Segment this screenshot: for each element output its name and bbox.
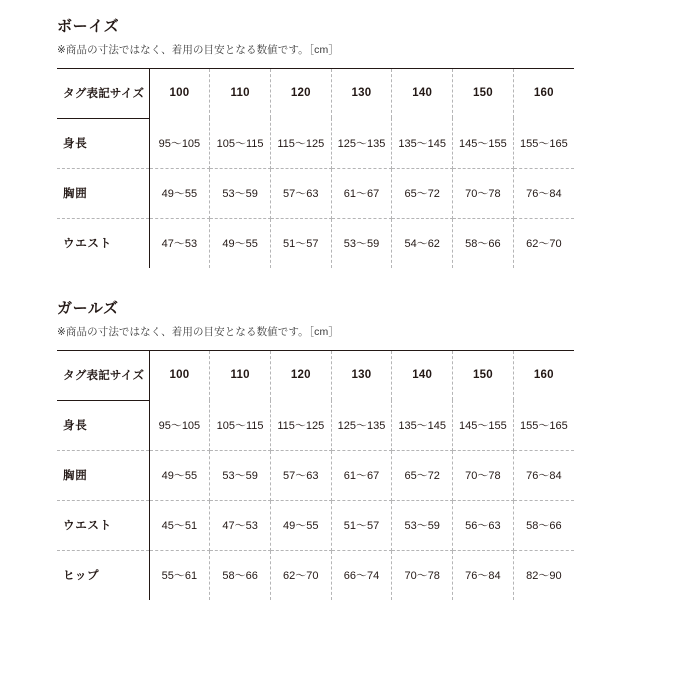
cell-hip-130: 66〜74 <box>331 550 392 600</box>
table-row <box>57 168 574 218</box>
header-size-100: 100 <box>149 69 210 119</box>
cell-waist-100: 45〜51 <box>149 500 210 550</box>
cell-waist-110: 47〜53 <box>210 500 271 550</box>
header-size-120: 120 <box>270 351 331 401</box>
cell-waist-140: 54〜62 <box>392 218 453 268</box>
row-label-chest: 胸囲 <box>57 168 149 218</box>
header-tag-size-label: タグ表記サイズ <box>57 69 149 119</box>
cell-hip-160: 82〜90 <box>526 570 562 583</box>
cell-waist-130: 51〜57 <box>331 500 392 550</box>
header-size-100: 100 <box>149 351 210 401</box>
header-size-110: 110 <box>210 69 271 119</box>
header-size-160: 160 <box>533 87 554 100</box>
cell-waist-120: 49〜55 <box>270 500 331 550</box>
cell-chest-120: 57〜63 <box>270 450 331 500</box>
cell-chest-140: 65〜72 <box>392 450 453 500</box>
cell-waist-130: 53〜59 <box>331 218 392 268</box>
cell-waist-120: 51〜57 <box>270 218 331 268</box>
header-size-130: 130 <box>331 351 392 401</box>
row-label-waist: ウエスト <box>57 218 149 268</box>
girls-section-note: ※商品の寸法ではなく、着用の目安となる数値です。［cm］ <box>57 326 339 338</box>
cell-height-150: 145〜155 <box>453 118 514 168</box>
cell-height-120: 115〜125 <box>270 118 331 168</box>
row-label-waist: ウエスト <box>57 500 149 550</box>
header-tag-size-label: タグ表記サイズ <box>57 351 149 401</box>
cell-height-160: 155〜165 <box>513 400 574 450</box>
cell-height-140: 135〜145 <box>392 400 453 450</box>
header-size-150: 150 <box>453 69 514 119</box>
cell-hip-120: 62〜70 <box>270 550 331 600</box>
cell-chest-110: 53〜59 <box>210 450 271 500</box>
cell-chest-150: 70〜78 <box>453 168 514 218</box>
table-row <box>57 218 574 268</box>
cell-height-100: 95〜105 <box>149 118 210 168</box>
cell-hip-100: 55〜61 <box>149 550 210 600</box>
girls-section-title: ガールズ <box>57 300 119 317</box>
header-size-140: 140 <box>392 351 453 401</box>
cell-height-150: 145〜155 <box>453 400 514 450</box>
boys-section-note: ※商品の寸法ではなく、着用の目安となる数値です。［cm］ <box>57 44 339 56</box>
cell-height-100: 95〜105 <box>149 400 210 450</box>
header-size-110: 110 <box>210 351 271 401</box>
header-size-130: 130 <box>331 69 392 119</box>
header-size-160: 160 <box>533 369 554 382</box>
cell-chest-160: 76〜84 <box>513 168 574 218</box>
cell-height-160: 155〜165 <box>513 118 574 168</box>
cell-height-140: 135〜145 <box>392 118 453 168</box>
cell-height-110: 105〜115 <box>210 118 271 168</box>
cell-waist-160: 62〜70 <box>526 238 562 251</box>
table-row <box>57 500 574 550</box>
cell-height-120: 115〜125 <box>270 400 331 450</box>
header-size-140: 140 <box>392 69 453 119</box>
cell-height-110: 105〜115 <box>210 400 271 450</box>
header-size-150: 150 <box>453 351 514 401</box>
cell-chest-130: 61〜67 <box>331 450 392 500</box>
cell-chest-100: 49〜55 <box>149 168 210 218</box>
boys-size-section <box>57 18 623 268</box>
row-label-height: 身長 <box>57 400 149 450</box>
row-label-hip: ヒップ <box>57 550 149 600</box>
girls-size-table <box>57 351 574 600</box>
cell-height-130: 125〜135 <box>331 118 392 168</box>
cell-waist-140: 53〜59 <box>392 500 453 550</box>
cell-height-130: 125〜135 <box>331 400 392 450</box>
cell-chest-160: 76〜84 <box>513 450 574 500</box>
cell-chest-110: 53〜59 <box>210 168 271 218</box>
table-header-row <box>57 69 574 119</box>
table-row <box>57 400 574 450</box>
table-header-row <box>57 351 574 401</box>
cell-waist-100: 47〜53 <box>149 218 210 268</box>
cell-waist-150: 58〜66 <box>453 218 514 268</box>
cell-waist-160: 58〜66 <box>513 500 574 550</box>
cell-hip-150: 76〜84 <box>453 550 514 600</box>
girls-size-section <box>57 300 623 600</box>
boys-section-title: ボーイズ <box>57 18 120 35</box>
row-label-chest: 胸囲 <box>57 450 149 500</box>
boys-size-table <box>57 69 574 268</box>
row-label-height: 身長 <box>57 118 149 168</box>
cell-chest-120: 57〜63 <box>270 168 331 218</box>
header-size-120: 120 <box>270 69 331 119</box>
cell-chest-140: 65〜72 <box>392 168 453 218</box>
cell-waist-150: 56〜63 <box>453 500 514 550</box>
cell-hip-110: 58〜66 <box>210 550 271 600</box>
cell-chest-130: 61〜67 <box>331 168 392 218</box>
table-row <box>57 118 574 168</box>
cell-waist-110: 49〜55 <box>210 218 271 268</box>
table-row <box>57 550 574 600</box>
cell-chest-150: 70〜78 <box>453 450 514 500</box>
cell-hip-140: 70〜78 <box>392 550 453 600</box>
table-row <box>57 450 574 500</box>
cell-chest-100: 49〜55 <box>149 450 210 500</box>
